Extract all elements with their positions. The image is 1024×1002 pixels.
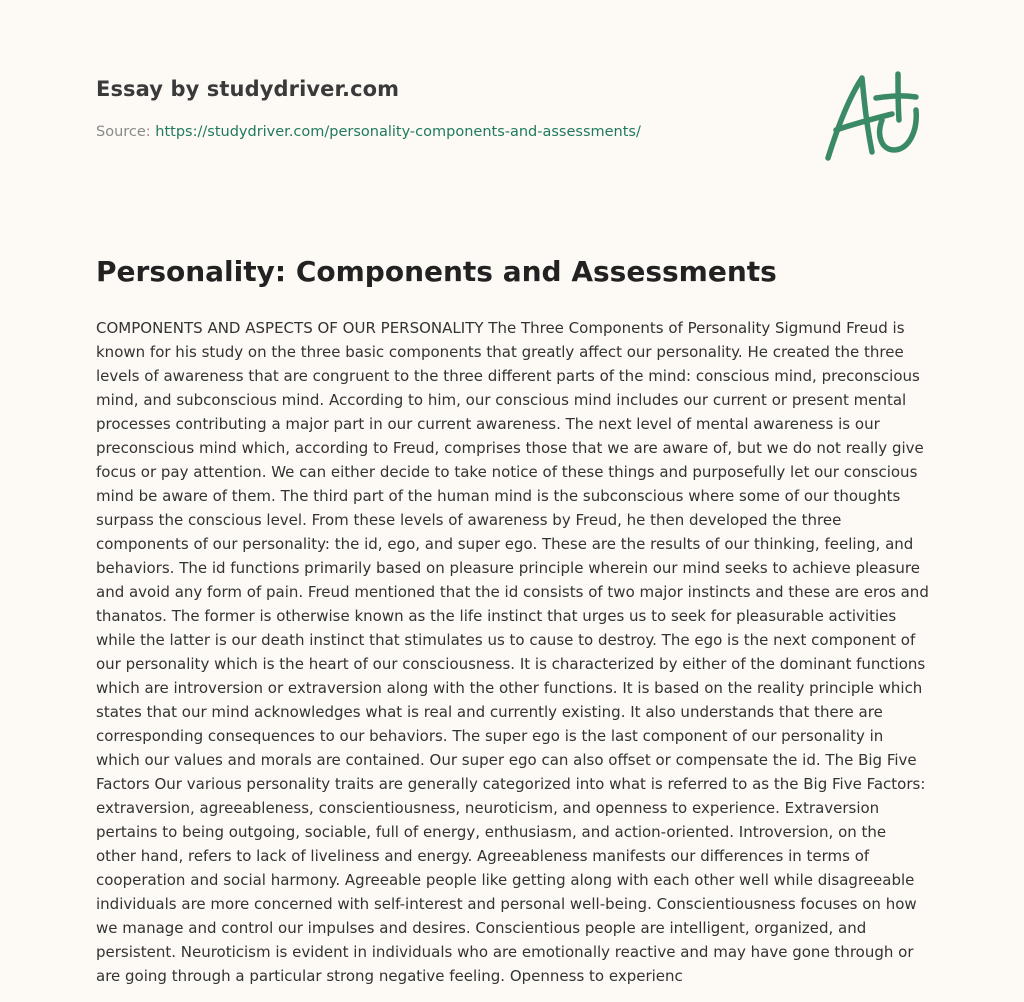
essay-body: COMPONENTS AND ASPECTS OF OUR PERSONALITY The Three Components of Personality Sigmund Freud is known for his study on the three basic components that greatly affect our personality. He created the three levels of awareness that are congruent to the three different parts of the mind: conscious mind, preconscious mind, and subconscious mind. According to him, our conscious mind includes our current or present mental processes contributing a major part in our current awareness. The next level of mental awareness is our preconscious mind which, according to Freud, comprises those that we are aware of, but we do not really give focus or pay attention. We can either decide to take notice of these things and purposefully let our conscious mind be aware of them. The third part of the human mind is the subconscious where some of our thoughts surpass the conscious level. From these levels of awareness by Freud, he then developed the three components of our personality: the id, ego, and super ego. These are the results of our thinking, feeling, and behaviors. The id functions primarily based on pleasure principle wherein our mind seeks to achieve pleasure and avoid any form of pain. Freud mentioned that the id consists of two major instincts and these are eros and thanatos. The former is otherwise known as the life instinct that urges us to seek for pleasurable activities while the latter is our death instinct that stimulates us to cause to destroy. The ego is the next component of our personality which is the heart of our consciousness. It is characterized by either of the dominant functions which are introversion or extraversion along with the other functions. It is based on the reality principle which states that our mind acknowledges what is real and currently existing. It also understands that there are corresponding consequences to our behaviors. The super ego is the last component of our personality in which our values and morals are contained. Our super ego can also offset or compensate the id. The Big Five Factors Our various personality traits are generally categorized into what is referred to as the Big Five Factors: extraversion, agreeableness, conscientiousness, neuroticism, and openness to experience. Extraversion pertains to being outgoing, sociable, full of energy, enthusiasm, and action-oriented. Introversion, on the other hand, refers to lack of liveliness and energy. Agreeableness manifests our differences in terms of cooperation and social harmony. Agreeable people like getting along with each other well while disagreeable individuals are more concerned with self-interest and personal well-being. Conscientiousness focuses on how we manage and control our impulses and desires. Conscientious people are intelligent, organized, and persistent. Neuroticism is evident in individuals who are emotionally reactive and may have gone through or are going through a particular strong negative feeling. Openness to experienc [96, 319, 929, 985]
source-line [96, 124, 641, 140]
site-brand: Essay by studydriver.com [96, 77, 400, 101]
a-plus-logo-icon [816, 64, 936, 168]
source-label: Source: [96, 124, 156, 140]
page-title: Personality: Components and Assessments [96, 255, 777, 288]
source-link[interactable]: https://studydriver.com/personality-components-and-assessments/ [155, 124, 641, 140]
